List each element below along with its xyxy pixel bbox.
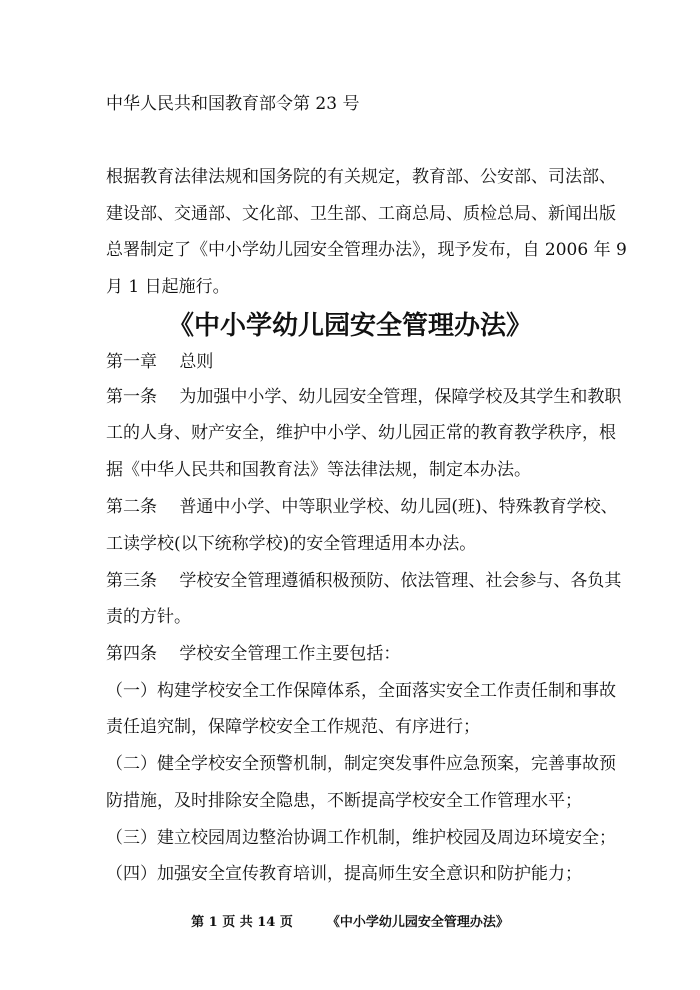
body-line: 工的人身、财产安全，维护中小学、幼儿园正常的教育教学秩序，根: [106, 423, 616, 443]
preamble-line: 建设部、交通部、文化部、卫生部、工商总局、质检总局、新闻出版: [106, 204, 616, 224]
document-title: 《中小学幼儿园安全管理办法》: [167, 311, 532, 341]
order-number: 中华人民共和国教育部令第 23 号: [106, 94, 360, 114]
body-line: （一）构建学校安全工作保障体系，全面落实安全工作责任制和事故: [106, 681, 616, 701]
body-line: 责的方针。: [106, 607, 191, 627]
footer-doc-title: 《中小学幼儿园安全管理办法》: [326, 915, 509, 930]
body-line: 工读学校(以下统称学校)的安全管理适用本办法。: [106, 534, 477, 554]
preamble-line: 月 1 日起施行。: [106, 277, 230, 297]
body-line: 据《中华人民共和国教育法》等法律法规，制定本办法。: [106, 460, 531, 480]
body-line: 第一条 为加强中小学、幼儿园安全管理，保障学校及其学生和教职: [106, 387, 622, 407]
preamble-line: 总署制定了《中小学幼儿园安全管理办法》，现予发布，自 2006 年 9: [106, 240, 627, 260]
body-line: 第四条 学校安全管理工作主要包括：: [106, 644, 401, 664]
body-line: 防措施，及时排除安全隐患，不断提高学校安全工作管理水平；: [106, 791, 582, 811]
body-line: （二）健全学校安全预警机制，制定突发事件应急预案，完善事故预: [106, 754, 616, 774]
body-line: （三）建立校园周边整治协调工作机制，维护校园及周边环境安全；: [106, 828, 616, 848]
page-number-label: 第 1 页 共 14 页: [191, 915, 293, 930]
body-line: 第二条 普通中小学、中等职业学校、幼儿园(班)、特殊教育学校、: [106, 497, 618, 517]
body-line: （四）加强安全宣传教育培训，提高师生安全意识和防护能力；: [106, 864, 582, 884]
body-line: 责任追究制，保障学校安全工作规范、有序进行；: [106, 717, 480, 737]
chapter-heading: 第一章 总则: [106, 352, 214, 372]
body-line: 第三条 学校安全管理遵循积极预防、依法管理、社会参与、各负其: [106, 571, 622, 591]
page-footer: [0, 914, 700, 932]
preamble-line: 根据教育法律法规和国务院的有关规定，教育部、公安部、司法部、: [106, 167, 616, 187]
